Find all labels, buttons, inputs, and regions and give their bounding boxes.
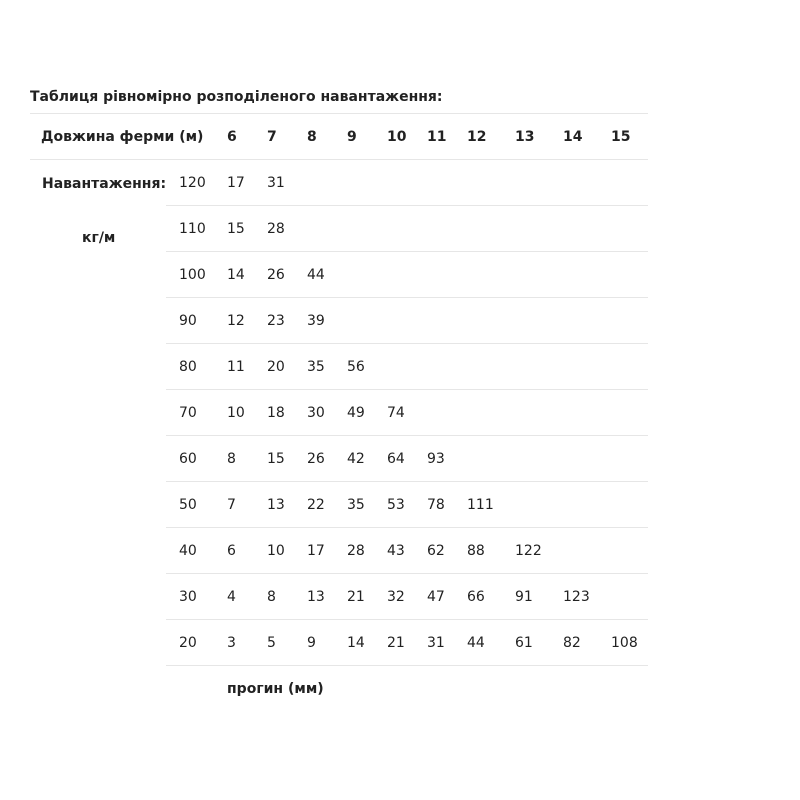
deflection-cell: 3 bbox=[227, 635, 236, 651]
load-value-cell: 50 bbox=[179, 497, 197, 513]
deflection-cell: 74 bbox=[387, 405, 405, 421]
deflection-cell: 31 bbox=[267, 175, 285, 191]
deflection-cell: 43 bbox=[387, 543, 405, 559]
deflection-cell: 26 bbox=[267, 267, 285, 283]
deflection-cell: 62 bbox=[427, 543, 445, 559]
deflection-cell: 21 bbox=[347, 589, 365, 605]
deflection-cell: 91 bbox=[515, 589, 533, 605]
deflection-cell: 108 bbox=[611, 635, 638, 651]
span-header-cell: 11 bbox=[427, 129, 447, 145]
deflection-cell: 23 bbox=[267, 313, 285, 329]
footer-label: прогин (мм) bbox=[227, 681, 324, 697]
load-value-cell: 110 bbox=[179, 221, 206, 237]
deflection-cell: 93 bbox=[427, 451, 445, 467]
load-value-cell: 70 bbox=[179, 405, 197, 421]
deflection-cell: 35 bbox=[307, 359, 325, 375]
deflection-cell: 88 bbox=[467, 543, 485, 559]
span-header-cell: 14 bbox=[563, 129, 583, 145]
deflection-cell: 56 bbox=[347, 359, 365, 375]
load-value-cell: 30 bbox=[179, 589, 197, 605]
row-border bbox=[166, 297, 648, 298]
deflection-cell: 111 bbox=[467, 497, 494, 513]
deflection-cell: 13 bbox=[307, 589, 325, 605]
row-border bbox=[166, 573, 648, 574]
deflection-cell: 66 bbox=[467, 589, 485, 605]
deflection-cell: 35 bbox=[347, 497, 365, 513]
deflection-cell: 7 bbox=[227, 497, 236, 513]
deflection-cell: 42 bbox=[347, 451, 365, 467]
deflection-cell: 39 bbox=[307, 313, 325, 329]
deflection-cell: 22 bbox=[307, 497, 325, 513]
table-caption: Таблиця рівномірно розподіленого навантаження: bbox=[30, 89, 443, 105]
row-border bbox=[166, 665, 648, 666]
deflection-cell: 44 bbox=[307, 267, 325, 283]
deflection-cell: 10 bbox=[227, 405, 245, 421]
span-header-cell: 10 bbox=[387, 129, 407, 145]
load-value-cell: 80 bbox=[179, 359, 197, 375]
deflection-cell: 17 bbox=[307, 543, 325, 559]
span-header-cell: 8 bbox=[307, 129, 317, 145]
deflection-cell: 10 bbox=[267, 543, 285, 559]
deflection-cell: 17 bbox=[227, 175, 245, 191]
header-label: Довжина ферми (м) bbox=[41, 129, 204, 145]
load-value-cell: 40 bbox=[179, 543, 197, 559]
deflection-cell: 123 bbox=[563, 589, 590, 605]
load-value-cell: 100 bbox=[179, 267, 206, 283]
deflection-cell: 122 bbox=[515, 543, 542, 559]
span-header-cell: 6 bbox=[227, 129, 237, 145]
deflection-cell: 53 bbox=[387, 497, 405, 513]
deflection-cell: 82 bbox=[563, 635, 581, 651]
deflection-cell: 8 bbox=[267, 589, 276, 605]
deflection-cell: 44 bbox=[467, 635, 485, 651]
row-border bbox=[166, 619, 648, 620]
span-header-cell: 12 bbox=[467, 129, 487, 145]
deflection-cell: 47 bbox=[427, 589, 445, 605]
deflection-cell: 15 bbox=[227, 221, 245, 237]
deflection-cell: 64 bbox=[387, 451, 405, 467]
deflection-cell: 9 bbox=[307, 635, 316, 651]
deflection-cell: 31 bbox=[427, 635, 445, 651]
header-bottom-border bbox=[30, 159, 648, 160]
deflection-cell: 12 bbox=[227, 313, 245, 329]
row-border bbox=[166, 481, 648, 482]
deflection-cell: 15 bbox=[267, 451, 285, 467]
span-header-cell: 15 bbox=[611, 129, 631, 145]
row-border bbox=[166, 527, 648, 528]
row-label-unit: кг/м bbox=[82, 230, 116, 246]
header-top-border bbox=[30, 113, 648, 114]
row-border bbox=[166, 251, 648, 252]
span-header-cell: 7 bbox=[267, 129, 277, 145]
load-value-cell: 60 bbox=[179, 451, 197, 467]
load-value-cell: 20 bbox=[179, 635, 197, 651]
deflection-cell: 20 bbox=[267, 359, 285, 375]
row-label-load: Навантаження: bbox=[42, 176, 167, 192]
deflection-cell: 18 bbox=[267, 405, 285, 421]
deflection-cell: 5 bbox=[267, 635, 276, 651]
load-value-cell: 90 bbox=[179, 313, 197, 329]
deflection-cell: 14 bbox=[347, 635, 365, 651]
deflection-cell: 28 bbox=[347, 543, 365, 559]
row-border bbox=[166, 205, 648, 206]
deflection-cell: 26 bbox=[307, 451, 325, 467]
deflection-cell: 11 bbox=[227, 359, 245, 375]
deflection-cell: 78 bbox=[427, 497, 445, 513]
deflection-cell: 21 bbox=[387, 635, 405, 651]
deflection-cell: 4 bbox=[227, 589, 236, 605]
row-border bbox=[166, 389, 648, 390]
span-header-cell: 13 bbox=[515, 129, 535, 145]
row-border bbox=[166, 435, 648, 436]
deflection-cell: 30 bbox=[307, 405, 325, 421]
deflection-cell: 61 bbox=[515, 635, 533, 651]
deflection-cell: 8 bbox=[227, 451, 236, 467]
deflection-cell: 13 bbox=[267, 497, 285, 513]
deflection-cell: 32 bbox=[387, 589, 405, 605]
deflection-cell: 28 bbox=[267, 221, 285, 237]
span-header-cell: 9 bbox=[347, 129, 357, 145]
deflection-cell: 49 bbox=[347, 405, 365, 421]
row-border bbox=[166, 343, 648, 344]
deflection-cell: 6 bbox=[227, 543, 236, 559]
deflection-cell: 14 bbox=[227, 267, 245, 283]
load-value-cell: 120 bbox=[179, 175, 206, 191]
